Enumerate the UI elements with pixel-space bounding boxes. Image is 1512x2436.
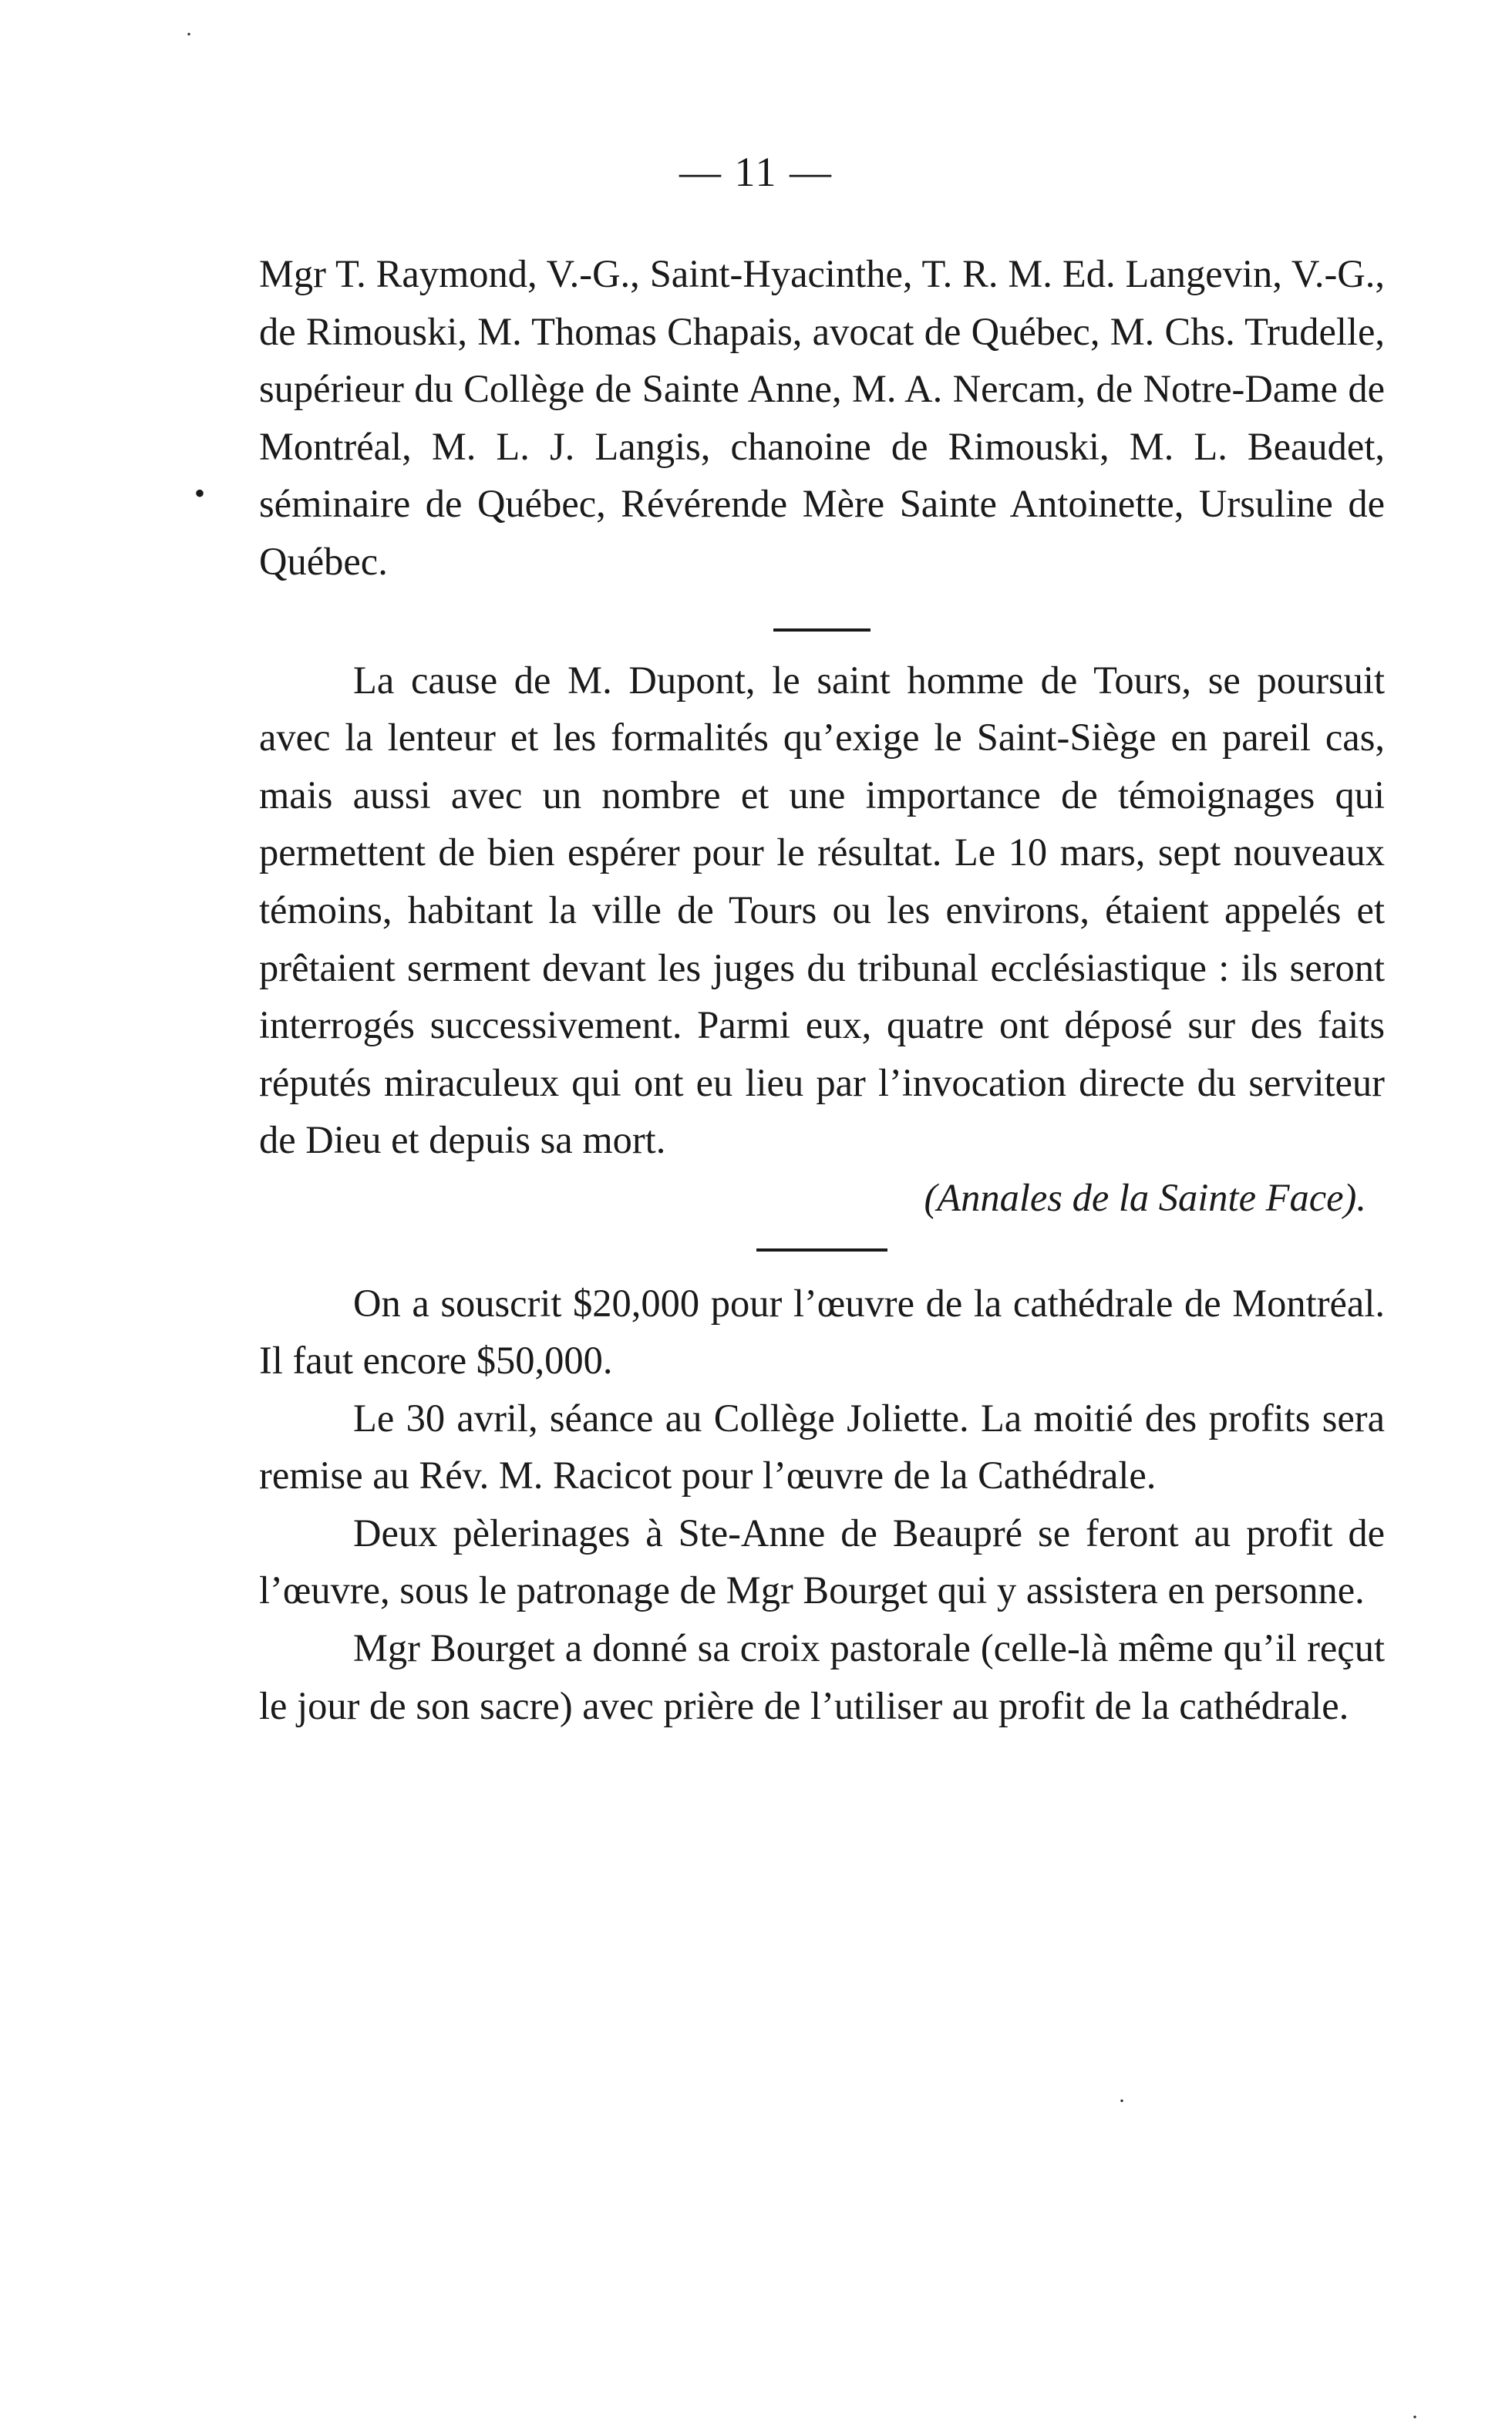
source-citation: (Annales de la Sainte Face). <box>924 1175 1366 1219</box>
scan-speck: · <box>1118 2088 1126 2114</box>
paragraph-names-list: Mgr T. Raymond, V.-G., Saint-Hyacinthe, T. R. M. Ed. Langevin, V.-G., de Rimouski, M. Thomas Chapais, avocat de Québec, M. Chs. Trudelle, supérieur du Collège de Sainte Anne, M. A. Nercam, de Notre-Dame de Montréal, M. L. J. Langis, chanoine de Rimouski, M. L. Beaudet, séminaire de Québec, Révérende Mère Sainte Antoinette, Ursuline de Québec. <box>259 252 1385 583</box>
paragraph-croix: Mgr Bourget a donné sa croix pastorale (celle-là même qu’il reçut le jour de son sacre) avec prière de l’utiliser au profit de la cathédrale. <box>259 1626 1385 1727</box>
scan-speck: · <box>1411 2404 1419 2430</box>
section-divider <box>756 1248 887 1252</box>
margin-mark: • <box>194 476 206 510</box>
section-divider <box>773 628 870 632</box>
text-column <box>259 245 1385 1734</box>
scan-speck: · <box>185 22 193 47</box>
paragraph-dupont-cause: La cause de M. Dupont, le saint homme de Tours, se poursuit avec la lenteur et les formalités qu’exige le Saint-Siège en pareil cas, mais aussi avec un nombre et une importance de témoignages qui permettent de bien espérer pour le résultat. Le 10 mars, sept nouveaux témoins, habitant la ville de Tours ou les environs, étaient appelés et prêtaient serment devant les juges du tribunal ecclésiastique : ils seront interrogés successivement. Parmi eux, quatre ont déposé sur des faits réputés miraculeux qui ont eu lieu par l’invocation directe du serviteur de Dieu et depuis sa mort. <box>259 658 1385 1162</box>
paragraph-subscription: On a souscrit $20,000 pour l’œuvre de la cathédrale de Montréal. Il faut encore $50,000. <box>259 1281 1385 1383</box>
page-number: — 11 — <box>679 149 833 195</box>
paragraph-seance: Le 30 avril, séance au Collège Joliette. La moitié des profits sera remise au Rév. M. Racicot pour l’œuvre de la Cathédrale. <box>259 1396 1385 1498</box>
paragraph-pelerinages: Deux pèlerinages à Ste-Anne de Beaupré se feront au profit de l’œuvre, sous le patronage de Mgr Bourget qui y assistera en personne. <box>259 1511 1385 1612</box>
